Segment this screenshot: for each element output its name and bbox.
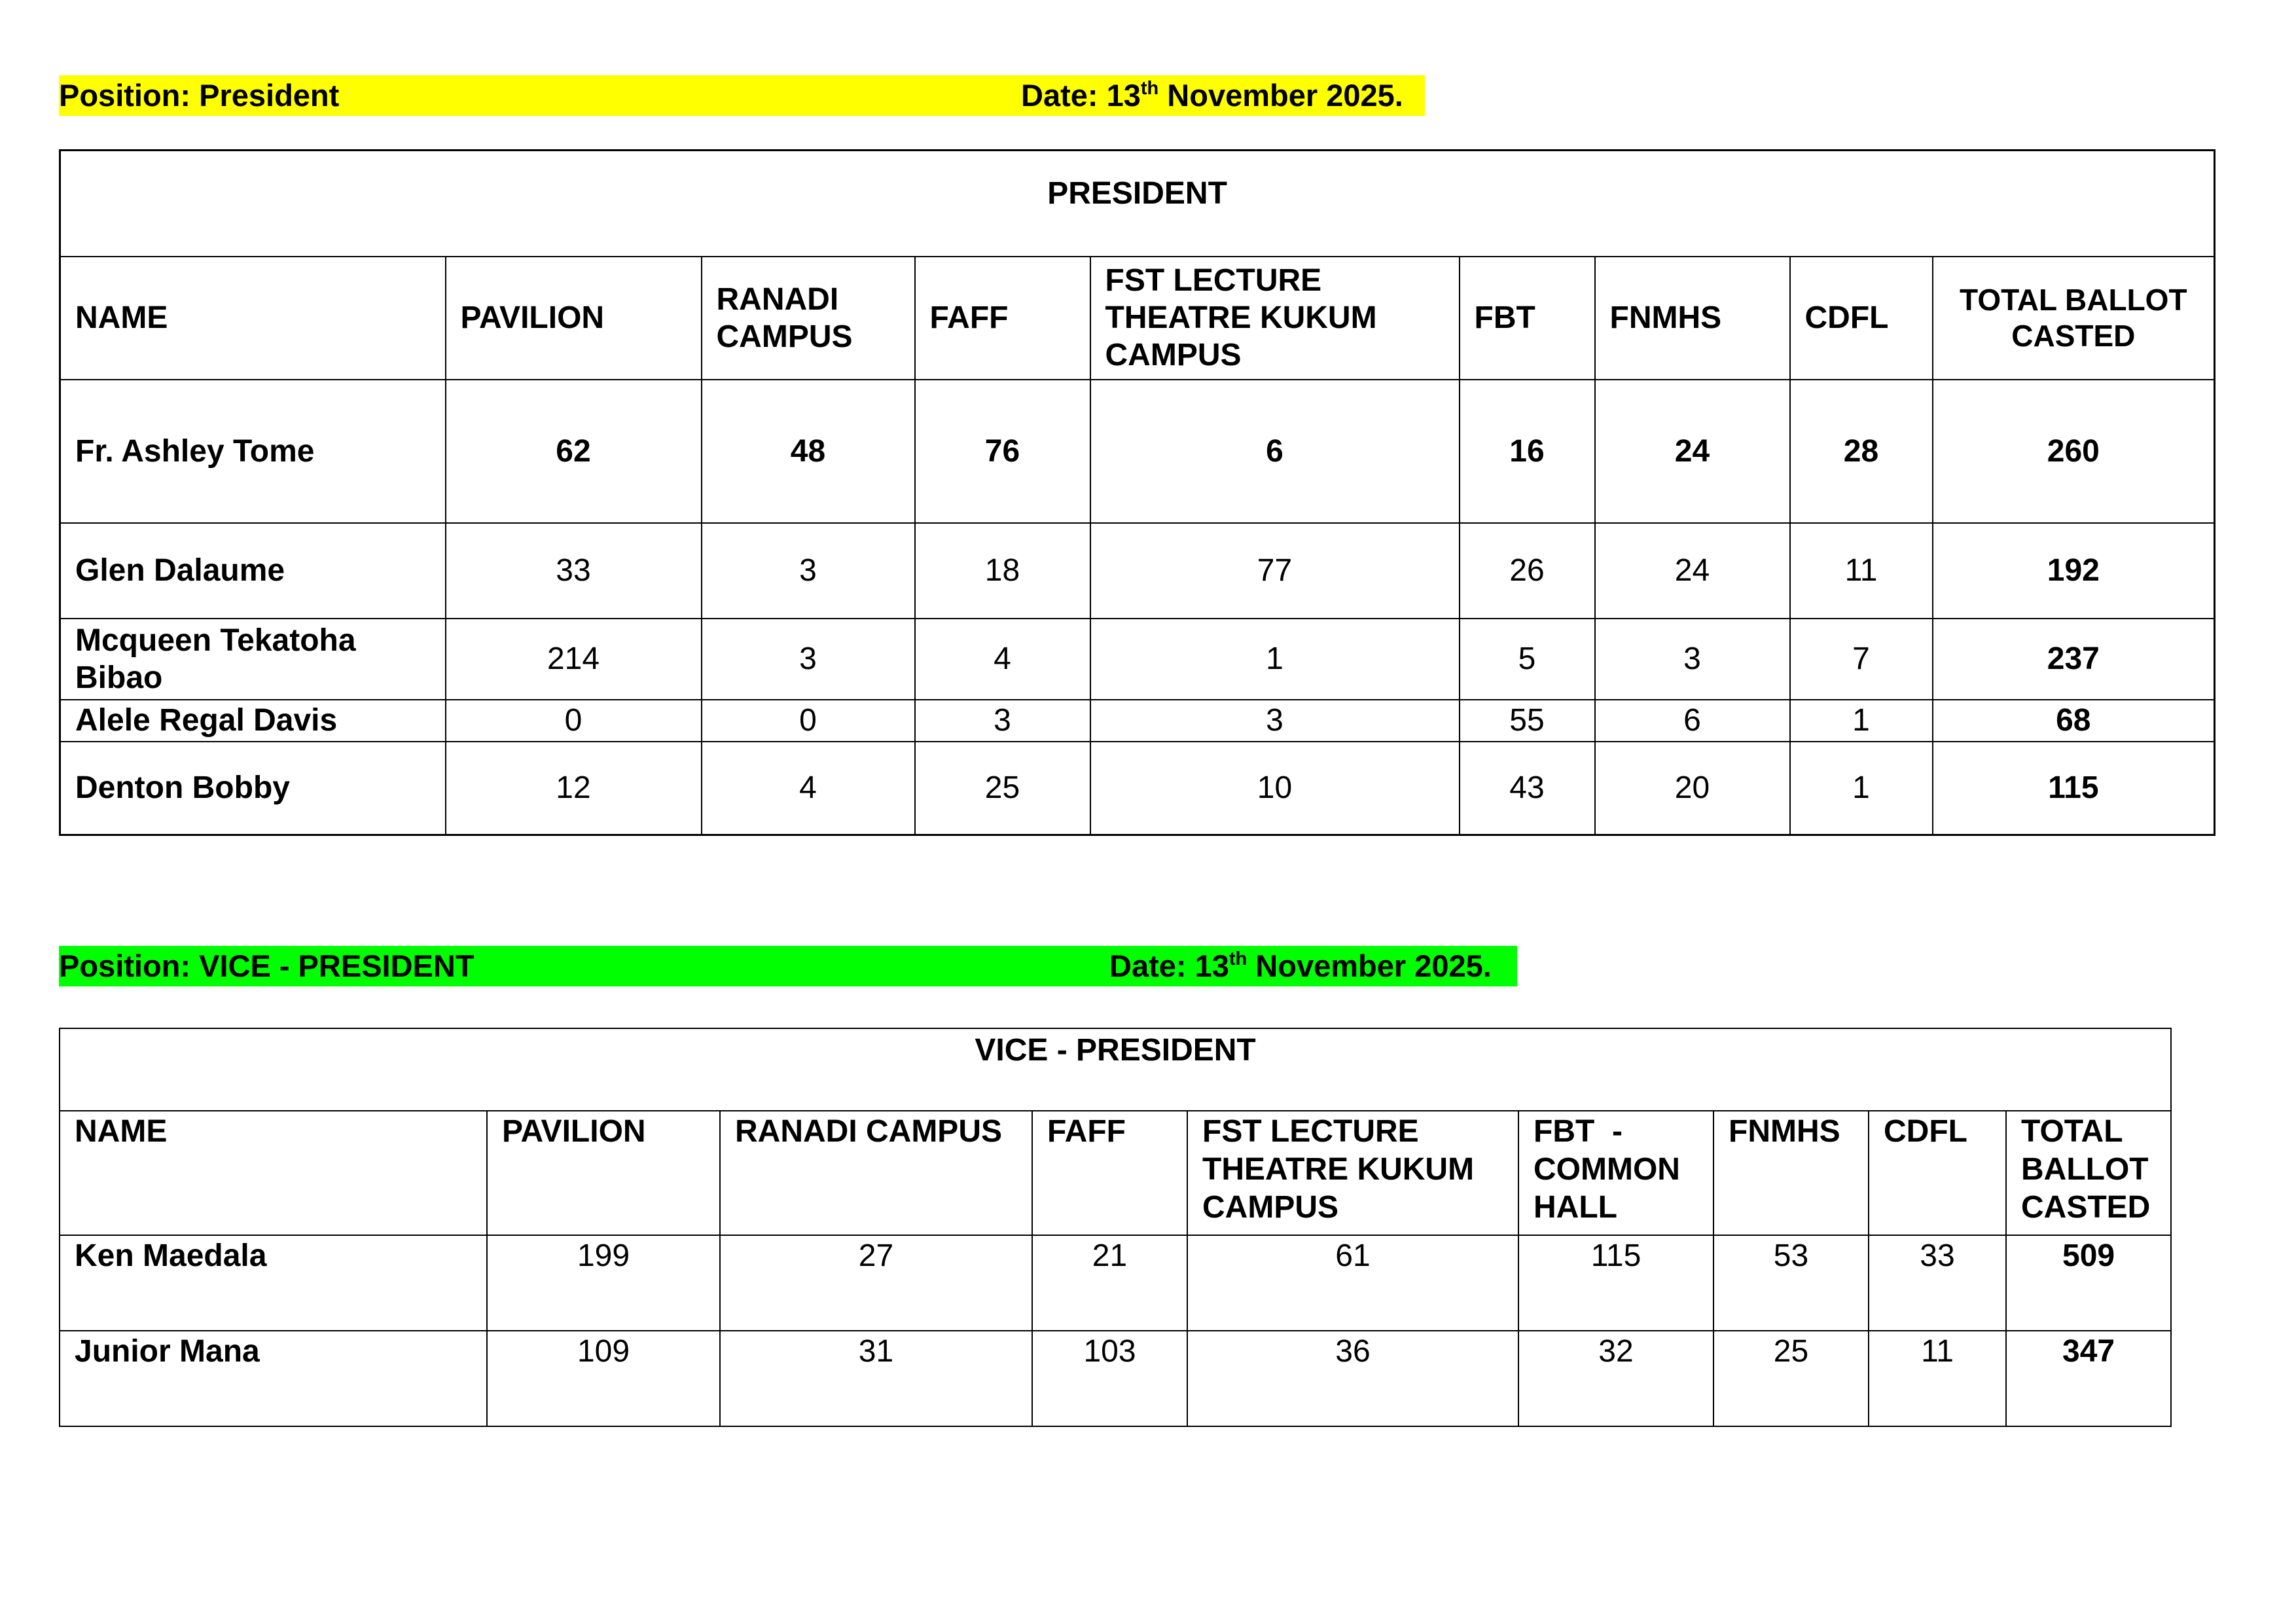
vice-president-date-suffix: th bbox=[1229, 948, 1247, 969]
vote-count: 24 bbox=[1595, 523, 1790, 619]
vice-president-date bbox=[1109, 946, 1492, 986]
vote-count: 12 bbox=[446, 742, 702, 835]
vote-count: 1 bbox=[1790, 700, 1933, 742]
vote-count: 27 bbox=[720, 1235, 1032, 1331]
vote-count: 0 bbox=[702, 700, 915, 742]
vice-president-position-bar bbox=[59, 946, 1517, 986]
vote-count: 31 bbox=[720, 1331, 1032, 1426]
column-header-faff: FAFF bbox=[915, 257, 1090, 380]
vote-count: 33 bbox=[446, 523, 702, 619]
vote-count: 55 bbox=[1460, 700, 1595, 742]
candidate-name: Glen Dalaume bbox=[60, 523, 446, 619]
column-header-pavilion: PAVILION bbox=[487, 1111, 720, 1235]
president-results-table bbox=[59, 149, 2215, 836]
column-header-cdfl: CDFL bbox=[1790, 257, 1933, 380]
candidate-name: Alele Regal Davis bbox=[60, 700, 446, 742]
column-header-fst-lecture-theatre: FST LECTURE THEATRE KUKUM CAMPUS bbox=[1090, 257, 1460, 380]
vote-count: 11 bbox=[1790, 523, 1933, 619]
total-ballot: 115 bbox=[1933, 742, 2215, 835]
vote-count: 61 bbox=[1187, 1235, 1518, 1331]
vote-count: 24 bbox=[1595, 380, 1790, 523]
vote-count: 18 bbox=[915, 523, 1090, 619]
president-position-bar bbox=[59, 75, 1425, 116]
column-header-ranadi-campus: RANADI CAMPUS bbox=[720, 1111, 1032, 1235]
column-header-fnmhs: FNMHS bbox=[1595, 257, 1790, 380]
candidate-name: Mcqueen Tekatoha Bibao bbox=[60, 619, 446, 700]
column-header-fbt: FBT bbox=[1460, 257, 1595, 380]
president-position-label: Position: President bbox=[59, 78, 340, 113]
column-header-ranadi-campus: RANADI CAMPUS bbox=[702, 257, 915, 380]
table-row bbox=[60, 742, 2215, 835]
vote-count: 25 bbox=[915, 742, 1090, 835]
vote-count: 199 bbox=[487, 1235, 720, 1331]
vote-count: 109 bbox=[487, 1331, 720, 1426]
vote-count: 28 bbox=[1790, 380, 1933, 523]
vote-count: 20 bbox=[1595, 742, 1790, 835]
column-header-cdfl: CDFL bbox=[1869, 1111, 2006, 1235]
president-date-prefix: Date: 13 bbox=[1021, 78, 1141, 113]
vote-count: 32 bbox=[1518, 1331, 1713, 1426]
vote-count: 21 bbox=[1032, 1235, 1187, 1331]
vote-count: 3 bbox=[1090, 700, 1460, 742]
column-header-total-ballot: TOTAL BALLOT CASTED bbox=[1933, 257, 2215, 380]
column-header-pavilion: PAVILION bbox=[446, 257, 702, 380]
total-ballot: 347 bbox=[2006, 1331, 2171, 1426]
vote-count: 103 bbox=[1032, 1331, 1187, 1426]
vote-count: 4 bbox=[702, 742, 915, 835]
president-date-rest: November 2025. bbox=[1158, 78, 1403, 113]
president-date-suffix: th bbox=[1140, 78, 1159, 99]
vote-count: 3 bbox=[702, 523, 915, 619]
vice-president-position-label: Position: VICE - PRESIDENT bbox=[59, 948, 475, 983]
vote-count: 214 bbox=[446, 619, 702, 700]
vote-count: 5 bbox=[1460, 619, 1595, 700]
vote-count: 53 bbox=[1713, 1235, 1869, 1331]
total-ballot: 509 bbox=[2006, 1235, 2171, 1331]
vote-count: 3 bbox=[915, 700, 1090, 742]
vote-count: 36 bbox=[1187, 1331, 1518, 1426]
table-row bbox=[60, 380, 2215, 523]
vice-president-header-row bbox=[60, 1111, 2171, 1235]
vote-count: 33 bbox=[1869, 1235, 2006, 1331]
president-header-row bbox=[60, 257, 2215, 380]
president-date bbox=[1021, 75, 1403, 116]
candidate-name: Ken Maedala bbox=[60, 1235, 487, 1331]
table-row bbox=[60, 1235, 2171, 1331]
column-header-fbt-common-hall: FBT - COMMON HALL bbox=[1518, 1111, 1713, 1235]
vote-count: 115 bbox=[1518, 1235, 1713, 1331]
table-row bbox=[60, 523, 2215, 619]
vote-count: 26 bbox=[1460, 523, 1595, 619]
vice-president-table-title: VICE - PRESIDENT bbox=[60, 1028, 2171, 1111]
vote-count: 43 bbox=[1460, 742, 1595, 835]
vice-president-results-table bbox=[59, 1028, 2172, 1427]
vote-count: 1 bbox=[1090, 619, 1460, 700]
table-row bbox=[60, 700, 2215, 742]
vote-count: 25 bbox=[1713, 1331, 1869, 1426]
candidate-name: Fr. Ashley Tome bbox=[60, 380, 446, 523]
vote-count: 48 bbox=[702, 380, 915, 523]
vote-count: 62 bbox=[446, 380, 702, 523]
vice-president-date-rest: November 2025. bbox=[1247, 948, 1492, 983]
vote-count: 6 bbox=[1090, 380, 1460, 523]
column-header-name: NAME bbox=[60, 257, 446, 380]
column-header-total-ballot: TOTAL BALLOT CASTED bbox=[2006, 1111, 2171, 1235]
vote-count: 16 bbox=[1460, 380, 1595, 523]
table-row bbox=[60, 1331, 2171, 1426]
column-header-fnmhs: FNMHS bbox=[1713, 1111, 1869, 1235]
vice-president-date-prefix: Date: 13 bbox=[1109, 948, 1229, 983]
vote-count: 3 bbox=[1595, 619, 1790, 700]
vote-count: 4 bbox=[915, 619, 1090, 700]
vote-count: 0 bbox=[446, 700, 702, 742]
vote-count: 11 bbox=[1869, 1331, 2006, 1426]
total-ballot: 237 bbox=[1933, 619, 2215, 700]
vote-count: 77 bbox=[1090, 523, 1460, 619]
table-row bbox=[60, 619, 2215, 700]
column-header-fst-lecture-theatre: FST LECTURE THEATRE KUKUM CAMPUS bbox=[1187, 1111, 1518, 1235]
total-ballot: 260 bbox=[1933, 380, 2215, 523]
candidate-name: Junior Mana bbox=[60, 1331, 487, 1426]
vote-count: 76 bbox=[915, 380, 1090, 523]
total-ballot: 68 bbox=[1933, 700, 2215, 742]
vote-count: 10 bbox=[1090, 742, 1460, 835]
vote-count: 7 bbox=[1790, 619, 1933, 700]
vote-count: 1 bbox=[1790, 742, 1933, 835]
vote-count: 3 bbox=[702, 619, 915, 700]
president-table-title: PRESIDENT bbox=[60, 151, 2215, 257]
vote-count: 6 bbox=[1595, 700, 1790, 742]
column-header-name: NAME bbox=[60, 1111, 487, 1235]
total-ballot: 192 bbox=[1933, 523, 2215, 619]
column-header-faff: FAFF bbox=[1032, 1111, 1187, 1235]
candidate-name: Denton Bobby bbox=[60, 742, 446, 835]
